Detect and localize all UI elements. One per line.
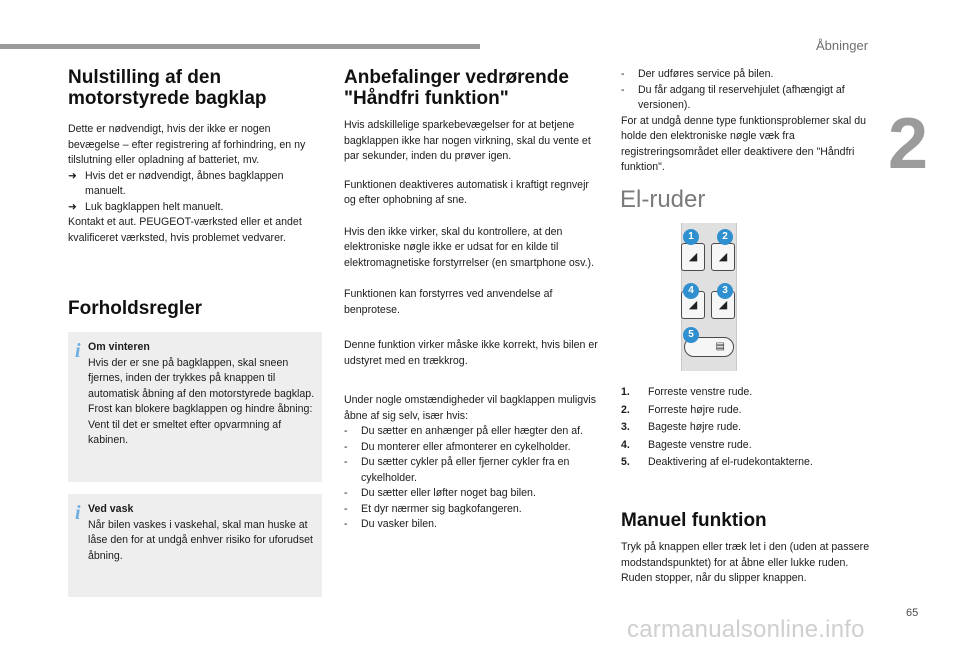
handsfree-list [344,424,602,533]
reset-step: ➜ Hvis det er nødvendigt, åbnes bagklappen manuelt. [68,169,284,197]
column-2 [344,67,602,533]
header-rule [0,44,480,49]
wash-title: Ved vask [88,503,134,515]
arrow-icon: ➜ [68,200,77,213]
section-name: Åbninger [816,38,869,53]
legend-item: 1. Forreste venstre rude. [621,386,753,398]
list-item: - Du monterer eller afmonterer en cykelholder. [344,440,571,453]
column-3 [621,67,879,189]
callout-badge: 3 [717,283,733,299]
page-number: 65 [906,607,919,619]
power-windows-heading: El-ruder [620,186,706,213]
callout-badge: 1 [683,229,699,245]
window-switch-icon: ◢ [711,243,735,271]
legend-item: 3. Bageste højre rude. [621,421,742,433]
reset-intro: Dette er nødvendigt, hvis der ikke er nogen bevægelse – efter registrering af forhindring, en ny tilslutning eller opladning af batteriet, mv. [68,123,306,166]
handsfree-p4: Funktionen kan forstyrres ved anvendelse af benprotese. [344,288,553,316]
window-lock-icon: ▤ [684,337,734,357]
precautions-heading: Forholdsregler [68,298,203,319]
handsfree-p2: Funktionen deaktiveres automatisk i kraftigt regnvejr og efter ophobning af sne. [344,178,589,206]
window-switch-panel-figure [681,223,737,371]
chapter-number: 2 [888,104,929,184]
arrow-icon: ➜ [68,169,77,182]
handsfree-p3: Hvis den ikke virker, skal du kontrollere, at den elektroniske nøgle ikke er udsat for en kilde til elektromagnetiske forstyrrelser (en smartphone osv.). [344,225,595,269]
reset-step: ➜ Luk bagklappen helt manuelt. [68,200,322,216]
winter-title: Om vinteren [88,341,150,353]
window-switch-icon: ◢ [681,243,705,271]
window-switch-icon: ◢ [711,291,735,319]
callout-badge: 2 [717,229,733,245]
legend-item: 2. Forreste højre rude. [621,403,742,416]
winter-text-2: Frost kan blokere bagklappen og hindre åbning: Vent til det er smeltet efter opvarmning af kabinen. [88,403,313,446]
reset-heading: Nulstilling af den motorstyrede bagklap [68,67,267,109]
handsfree-p6: Under nogle omstændigheder vil bagklappen muligvis åbne af sig selv, især hvis: [344,394,597,422]
reset-outro: Kontakt et aut. PEUGEOT-værksted eller et andet kvalificeret værksted, hvis problemet vedvarer. [68,216,302,244]
info-icon: i [75,340,81,362]
handsfree-heading: Anbefalinger vedrørende "Håndfri funktion" [344,67,569,109]
window-switch-icon: ◢ [681,291,705,319]
list-item: - Du sætter cykler på eller fjerner cykler fra en cykelholder. [344,456,570,484]
manual-text: Tryk på knappen eller træk let i den (uden at passere modstandspunktet) for at åbne eller lukke ruden. Ruden stopper, når du slipper knappen. [621,541,870,584]
list-item: - Der udføres service på bilen. [621,68,774,80]
manual-heading: Manuel funktion [621,510,767,531]
list-item: - Du får adgang til reservehjulet (afhængigt af versionen). [621,83,845,111]
info-icon: i [75,502,81,524]
handsfree-list-cont [621,67,879,114]
column-1 [68,67,322,259]
legend-list [621,385,879,471]
winter-info-box [68,332,322,482]
reset-steps [68,169,322,216]
callout-badge: 5 [683,327,699,343]
window-legend [621,385,879,473]
wash-text: Når bilen vaskes i vaskehal, skal man huske at låse den for at undgå enhver risiko for uforudset åbning. [88,518,313,562]
winter-text: Hvis der er sne på bagklappen, skal sneen fjernes, inden der trykkes på knappen til automatisk åbning af den motorstyrede bagklap. [88,356,315,400]
handsfree-p5: Denne funktion virker måske ikke korrekt, hvis bilen er udstyret med en trækkrog. [344,339,598,367]
legend-item: 4. Bageste venstre rude. [621,438,752,451]
handsfree-advice: For at undgå denne type funktionsproblemer skal du holde den elektroniske nøgle væk fra registreringsområdet eller deaktivere den "Håndfri funktion". [621,114,866,173]
handsfree-p1: Hvis adskillelige sparkebevægelser for at betjene bagklappen ikke har nogen virkning, skal du vente et par sekunder, inden du prøver igen. [344,119,591,162]
callout-badge: 4 [683,283,699,299]
watermark: carmanualsonline.info [627,616,865,643]
list-item: - Et dyr nærmer sig bagkofangeren. [344,502,522,515]
legend-item: 5. Deaktivering af el-rudekontakterne. [621,456,813,468]
wash-info-box [68,494,322,597]
list-item: - Du vasker bilen. [344,518,437,530]
list-item: - Du sætter en anhænger på eller hægter den af. [344,425,584,437]
list-item: - Du sætter eller løfter noget bag bilen. [344,487,536,499]
